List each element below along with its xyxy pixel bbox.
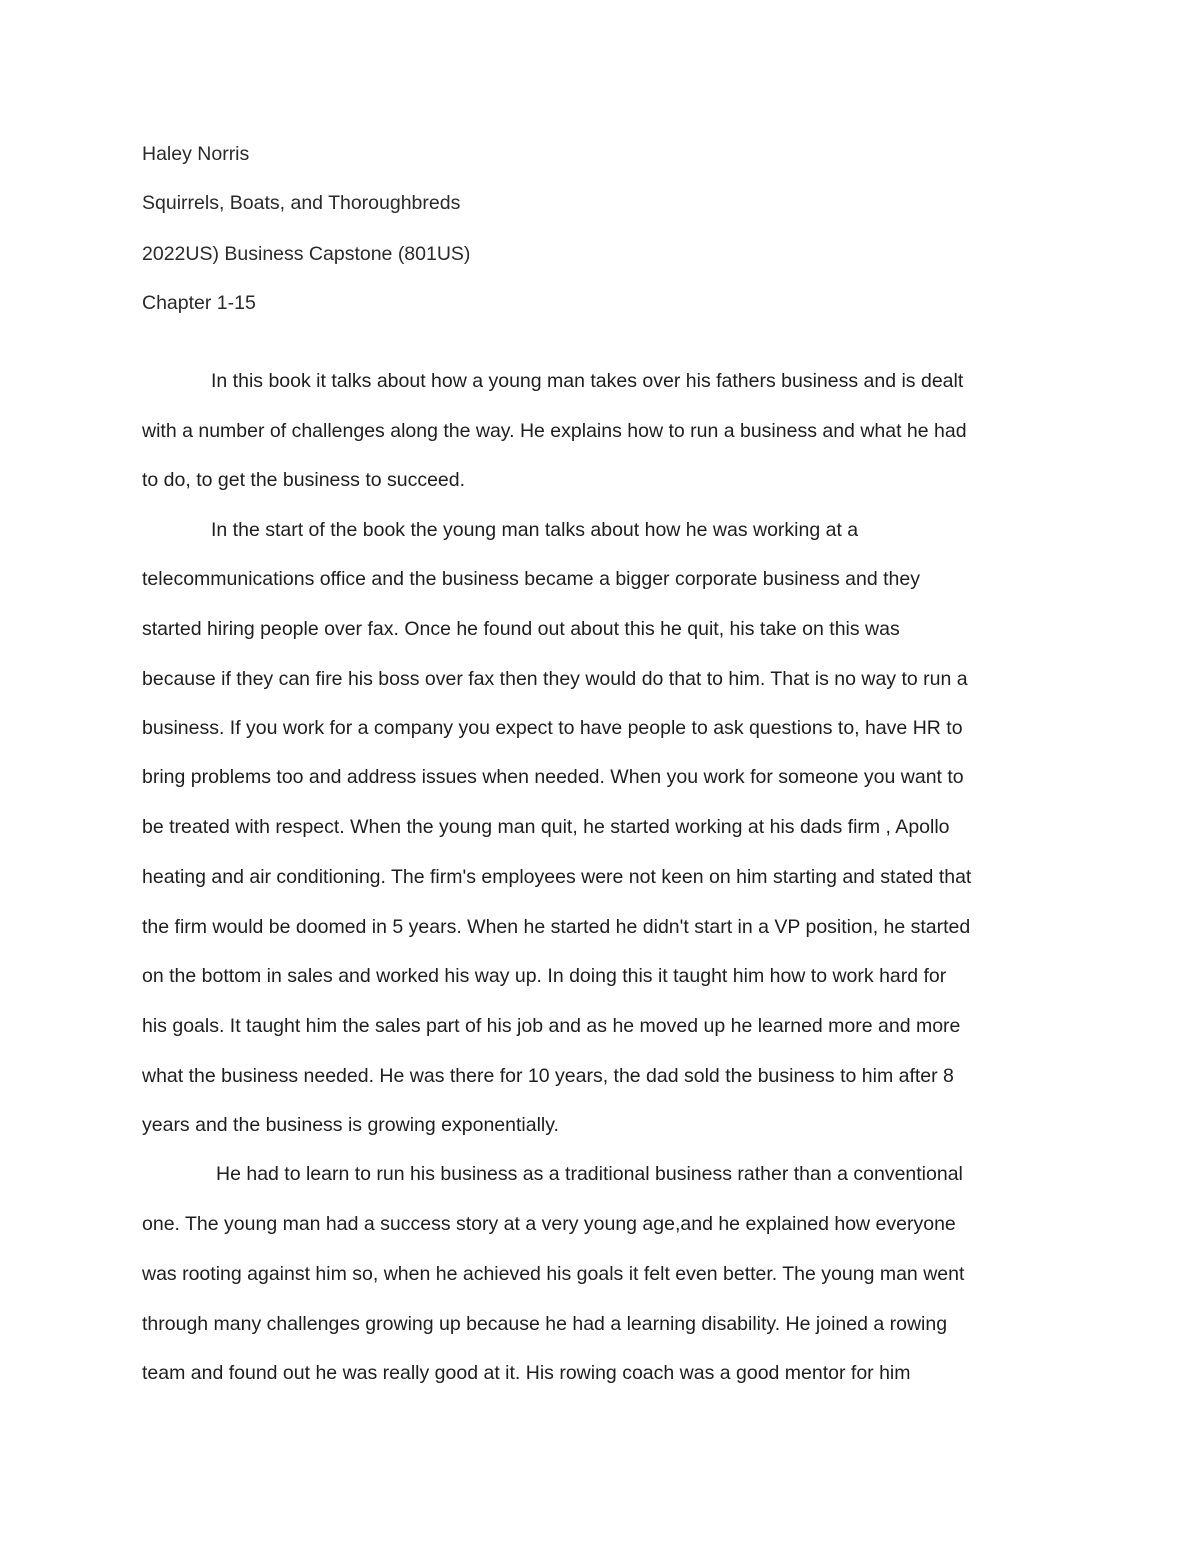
author-name: Haley Norris — [142, 143, 250, 165]
paragraph-line: through many challenges growing up because he had a learning disability. He joined a rowing — [142, 1313, 948, 1335]
paragraph-line: team and found out he was really good at it. His rowing coach was a good mentor for him — [142, 1362, 911, 1384]
paragraph-line: years and the business is growing exponentially. — [142, 1114, 559, 1136]
paragraph-line: He had to learn to run his business as a traditional business rather than a conventional — [216, 1163, 963, 1185]
paragraph-line: In this book it talks about how a young man takes over his fathers business and is dealt — [211, 370, 964, 392]
paragraph-line: heating and air conditioning. The firm's employees were not keen on him starting and stated that — [142, 866, 972, 888]
paragraph-line: was rooting against him so, when he achieved his goals it felt even better. The young man went — [142, 1263, 965, 1285]
chapter-range: Chapter 1-15 — [142, 292, 256, 314]
paragraph-line: his goals. It taught him the sales part of his job and as he moved up he learned more and more — [142, 1015, 961, 1037]
paragraph-line: with a number of challenges along the way. He explains how to run a business and what he had — [142, 420, 967, 442]
book-title: Squirrels, Boats, and Thoroughbreds — [142, 192, 461, 214]
paragraph-line: the firm would be doomed in 5 years. When he started he didn't start in a VP position, he started — [142, 916, 971, 938]
paragraph-line: bring problems too and address issues when needed. When you work for someone you want to — [142, 766, 964, 788]
paragraph-line: business. If you work for a company you expect to have people to ask questions to, have HR to — [142, 717, 963, 739]
paragraph-line: started hiring people over fax. Once he found out about this he quit, his take on this was — [142, 618, 900, 640]
paragraph-line: be treated with respect. When the young man quit, he started working at his dads firm , Apollo — [142, 816, 950, 838]
paragraph-line: to do, to get the business to succeed. — [142, 469, 466, 491]
paragraph-line: because if they can fire his boss over fax then they would do that to him. That is no way to run a — [142, 668, 968, 690]
paragraph-line: one. The young man had a success story at a very young age,and he explained how everyone — [142, 1213, 956, 1235]
paragraph-line: what the business needed. He was there for 10 years, the dad sold the business to him after 8 — [142, 1065, 954, 1087]
paragraph-line: on the bottom in sales and worked his way up. In doing this it taught him how to work hard for — [142, 965, 947, 987]
course-name: 2022US) Business Capstone (801US) — [142, 243, 471, 265]
paragraph-line: telecommunications office and the business became a bigger corporate business and they — [142, 568, 920, 590]
paragraph-line: In the start of the book the young man talks about how he was working at a — [211, 519, 859, 541]
